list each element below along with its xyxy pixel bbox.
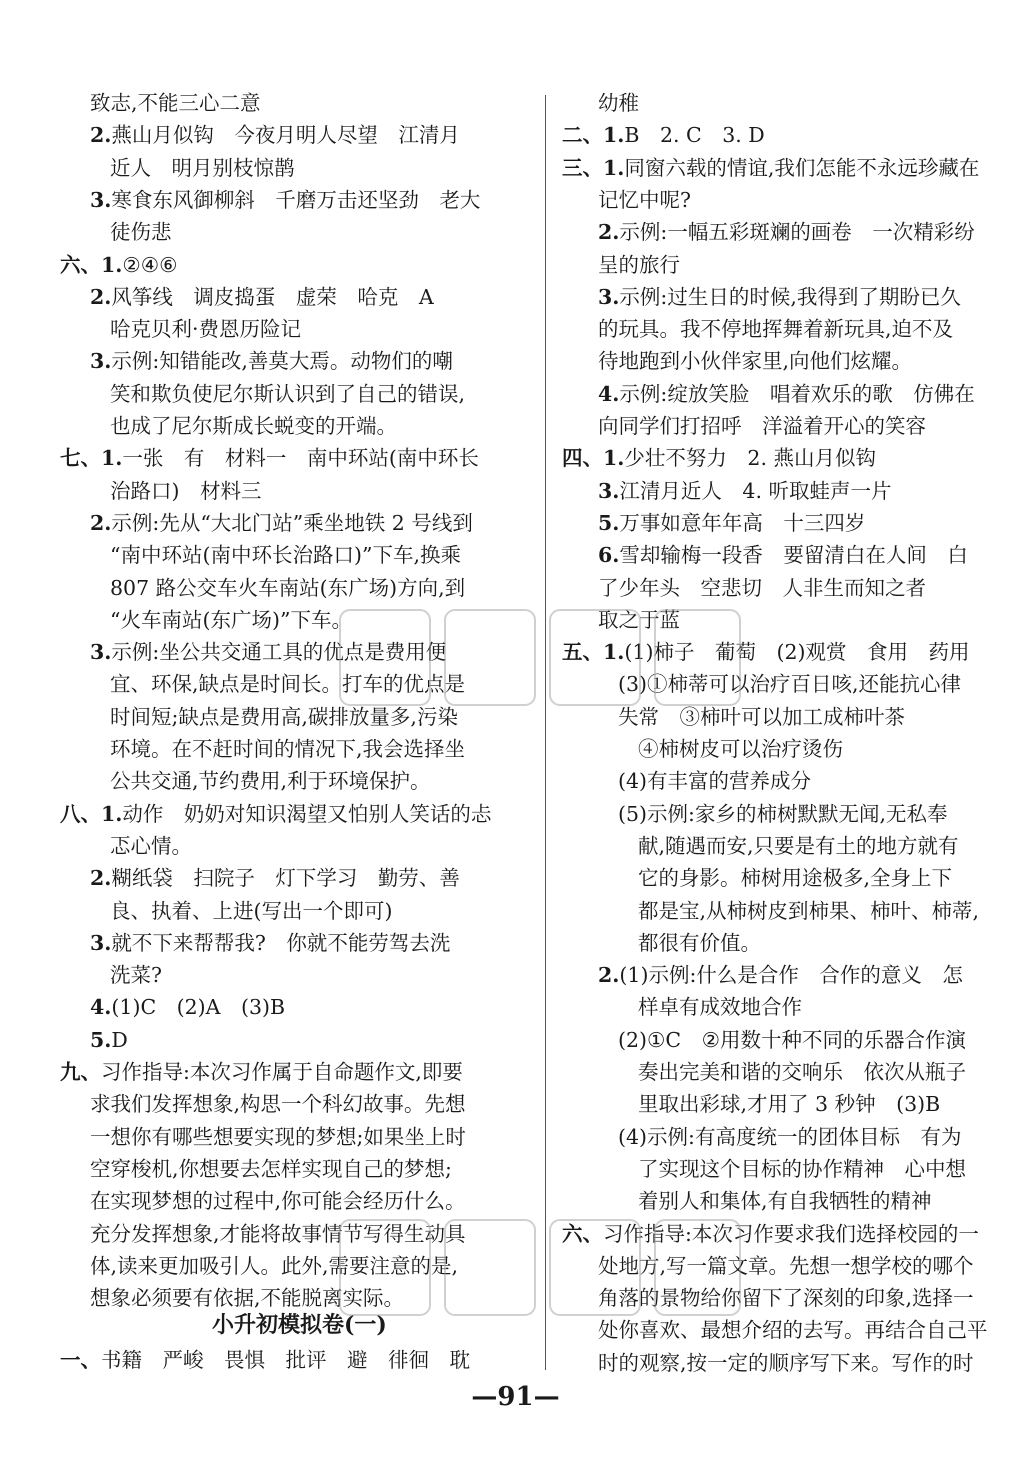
- line-text: 空穿梭机,你想要去怎样实现自己的梦想;: [90, 1156, 452, 1181]
- left-line: [110, 734, 465, 764]
- left-line: [110, 411, 397, 441]
- line-text: 角落的景物给你留下了深刻的印象,选择一: [598, 1286, 974, 1311]
- line-text: 在实现梦想的过程中,你可能会经历什么。: [90, 1189, 466, 1214]
- line-text: ②④⑥: [122, 252, 178, 277]
- right-line: [638, 1057, 966, 1087]
- item-number: 6.: [598, 543, 620, 568]
- line-text: 示例:先从“大北门站”乘坐地铁 2 号线到: [111, 510, 473, 535]
- line-text: (5)示例:家乡的柿树默默无闻,无私奉: [618, 801, 948, 826]
- line-text: 哈克贝利·费恩历险记: [110, 317, 302, 342]
- item-number: 一、: [60, 1348, 101, 1372]
- line-text: 治路口) 材料三: [110, 478, 262, 503]
- item-number: 2.: [90, 866, 112, 891]
- line-text: 燕山月似钩 今夜月明人尽望 江清月: [111, 123, 460, 148]
- right-line: [598, 960, 963, 990]
- left-line: [90, 185, 480, 215]
- item-number: 2.: [598, 963, 620, 988]
- line-text: 近人 明月别枝惊鹊: [110, 155, 295, 180]
- right-line: [562, 120, 765, 150]
- right-line: [598, 88, 639, 118]
- item-number: 3.: [598, 478, 620, 503]
- left-line: [90, 1154, 452, 1184]
- line-text: 处你喜欢、最想介绍的去写。再结合自己平: [598, 1318, 988, 1343]
- left-line: [110, 314, 301, 344]
- line-text: 动作 奶奶对知识渴望又怕别人笑话的忐: [122, 801, 492, 826]
- right-line: [562, 153, 979, 183]
- line-text: 充分发挥想象,才能将故事情节写得生动具: [90, 1221, 466, 1246]
- left-line: [60, 1345, 470, 1375]
- line-text: 想象必须要有依据,不能脱离实际。: [90, 1286, 405, 1311]
- line-text: 万事如意年年高 十三四岁: [619, 510, 866, 535]
- left-line: [110, 217, 172, 247]
- right-line: [598, 476, 891, 506]
- left-line: [110, 896, 393, 926]
- line-text: 同窗六载的情谊,我们怎能不永远珍藏在: [624, 155, 980, 180]
- item-number: 三、1.: [562, 155, 625, 180]
- line-text: 宜、环保,缺点是时间长。打车的优点是: [110, 672, 466, 697]
- left-line: [110, 476, 262, 506]
- item-number: 2.: [90, 510, 112, 535]
- line-text: ④柿树皮可以治疗烫伤: [638, 737, 843, 761]
- left-line: [90, 1186, 466, 1216]
- line-text: 习作指导:本次习作属于自命题作文,即要: [101, 1060, 463, 1084]
- item-number: 七、1.: [60, 446, 123, 471]
- item-number: 4.: [598, 381, 620, 406]
- line-text: 洗菜?: [110, 963, 162, 988]
- left-line: [110, 669, 465, 699]
- right-line: [638, 734, 843, 764]
- line-text: 一张 有 材料一 南中环站(南中环长: [122, 446, 479, 471]
- line-text: 公共交通,节约费用,利于环境保护。: [110, 769, 431, 794]
- line-text: 良、执着、上进(写出一个即可): [110, 898, 393, 923]
- left-line: [90, 88, 261, 118]
- line-text: (4)示例:有高度统一的团体目标 有为: [618, 1124, 962, 1149]
- right-line: [598, 1348, 974, 1378]
- right-line: [618, 702, 905, 732]
- item-number: 四、1.: [562, 446, 625, 471]
- line-text: (1)C (2)A (3)B: [111, 995, 286, 1020]
- line-text: 糊纸袋 扫院子 灯下学习 勤劳、善: [111, 866, 460, 891]
- right-line: [638, 928, 761, 958]
- divider: [545, 95, 546, 1370]
- right-line: [638, 1186, 932, 1216]
- left-line: [110, 573, 465, 603]
- line-text: 都很有价值。: [638, 930, 761, 955]
- line-text: 示例:坐公共交通工具的优点是费用便: [111, 640, 447, 665]
- left-line: [90, 1283, 404, 1313]
- line-text: 向同学们打招呼 洋溢着开心的笑容: [598, 414, 926, 438]
- line-text: 笑和欺负使尼尔斯认识到了自己的错误,: [110, 381, 466, 406]
- line-text: 体,读来更加吸引人。此外,需要注意的是,: [90, 1253, 459, 1278]
- right-line: [618, 799, 947, 829]
- item-number: 3.: [598, 284, 620, 309]
- line-text: 风筝线 调皮捣蛋 虚荣 哈克 A: [111, 284, 434, 309]
- left-line: [110, 702, 458, 732]
- left-line: [110, 960, 162, 990]
- item-number: 5.: [598, 510, 620, 535]
- right-line: [598, 508, 865, 538]
- right-line: [598, 250, 680, 280]
- line-text: 就不下来帮帮我? 你就不能劳驾去洗: [111, 930, 451, 955]
- left-line: [90, 120, 460, 150]
- right-line: [598, 605, 680, 635]
- line-text: (3)①柿蒂可以治疗百日咳,还能抗心律: [618, 672, 962, 697]
- line-text: 环境。在不赶时间的情况下,我会选择坐: [110, 737, 466, 761]
- line-text: 待地跑到小伙伴家里,向他们炫耀。: [598, 349, 913, 374]
- right-line: [638, 1154, 966, 1184]
- item-number: 3.: [90, 187, 112, 212]
- right-line: [638, 896, 979, 926]
- line-text: 时间短;缺点是费用高,碳排放量多,污染: [110, 704, 458, 729]
- line-text: 都是宝,从柿树皮到柿果、柿叶、柿蒂,: [638, 898, 980, 923]
- left-line: [110, 831, 192, 861]
- left-line: [90, 637, 446, 667]
- item-number: 八、1.: [60, 801, 123, 826]
- left-line: [90, 1089, 466, 1119]
- line-text: 示例:一幅五彩斑斓的画卷 一次精彩纷: [619, 220, 975, 245]
- line-text: D: [111, 1027, 128, 1052]
- left-line: [90, 1251, 458, 1281]
- right-line: [618, 1122, 961, 1152]
- item-number: 二、1.: [562, 123, 625, 148]
- right-line: [618, 766, 811, 796]
- left-line: [90, 1122, 466, 1152]
- line-text: 雪却输梅一段香 要留清白在人间 白: [619, 543, 968, 568]
- line-text: 了少年头 空悲切 人非生而知之者: [598, 575, 926, 600]
- left-line: [60, 799, 491, 829]
- left-line: [110, 379, 465, 409]
- right-line: [618, 669, 961, 699]
- line-text: 奏出完美和谐的交响乐 依次从瓶子: [638, 1060, 966, 1084]
- section-title: 小升初模拟卷(一): [212, 1312, 387, 1338]
- line-text: 里取出彩球,才用了 3 秒钟 (3)B: [638, 1092, 941, 1117]
- line-text: 呈的旅行: [598, 252, 680, 277]
- line-text: (1)示例:什么是合作 合作的意义 怎: [619, 963, 963, 988]
- right-line: [598, 379, 975, 409]
- left-line: [90, 1219, 466, 1249]
- left-line: [60, 443, 479, 473]
- left-line: [110, 766, 431, 796]
- line-text: 习作指导:本次习作要求我们选择校园的一: [603, 1221, 979, 1246]
- item-number: 4.: [90, 995, 112, 1020]
- right-line: [598, 573, 926, 603]
- right-line: [638, 1089, 940, 1119]
- left-line: [90, 863, 460, 893]
- line-text: (1)柿子 葡萄 (2)观赏 食用 药用: [624, 640, 970, 665]
- line-text: 江清月近人 4. 听取蛙声一片: [619, 478, 892, 503]
- line-text: 一想你有哪些想要实现的梦想;如果坐上时: [90, 1124, 466, 1149]
- right-line: [562, 443, 876, 473]
- line-text: 示例:知错能改,善莫大焉。动物们的嘲: [111, 349, 453, 374]
- line-text: “火车南站(东广场)”下车。: [110, 607, 352, 632]
- line-text: 书籍 严峻 畏惧 批评 避 徘徊 耽: [101, 1348, 470, 1372]
- line-text: 记忆中呢?: [598, 187, 691, 212]
- right-line: [598, 1283, 974, 1313]
- line-text: B 2. C 3. D: [624, 123, 765, 148]
- right-line: [598, 282, 961, 312]
- line-text: 忑心情。: [110, 833, 192, 858]
- item-number: 5.: [90, 1027, 112, 1052]
- right-line: [598, 1315, 988, 1345]
- right-line: [638, 831, 959, 861]
- page-number: —91—: [471, 1382, 560, 1412]
- line-text: 失常 ③柿叶可以加工成柿叶茶: [618, 704, 905, 729]
- right-line: [618, 1025, 966, 1055]
- line-text: 幼稚: [598, 91, 639, 115]
- item-number: 2.: [598, 220, 620, 245]
- right-line: [562, 637, 969, 667]
- item-number: 六、: [562, 1221, 603, 1246]
- line-text: 的玩具。我不停地挥舞着新玩具,迫不及: [598, 317, 954, 342]
- left-line: [110, 540, 461, 570]
- left-line: [90, 508, 473, 538]
- right-line: [598, 1251, 974, 1281]
- item-number: 3.: [90, 349, 112, 374]
- line-text: 也成了尼尔斯成长蜕变的开端。: [110, 414, 397, 438]
- left-line: [90, 1025, 128, 1055]
- line-text: 求我们发挥想象,构思一个科幻故事。先想: [90, 1092, 466, 1117]
- left-line: [90, 992, 285, 1022]
- line-text: 着别人和集体,有自我牺牲的精神: [638, 1189, 932, 1214]
- line-text: 少壮不努力 2. 燕山月似钩: [624, 446, 876, 471]
- line-text: 寒食东风御柳斜 千磨万击还坚劲 老大: [111, 187, 481, 212]
- right-line: [638, 992, 802, 1022]
- line-text: 处地方,写一篇文章。先想一想学校的哪个: [598, 1253, 974, 1278]
- line-text: 示例:绽放笑脸 唱着欢乐的歌 仿佛在: [619, 381, 975, 406]
- item-number: 3.: [90, 930, 112, 955]
- line-text: 它的身影。柿树用途极多,全身上下: [638, 866, 953, 891]
- item-number: 五、1.: [562, 640, 625, 665]
- right-line: [598, 314, 953, 344]
- right-line: [598, 540, 968, 570]
- right-line: [638, 863, 952, 893]
- line-text: (4)有丰富的营养成分: [618, 769, 812, 794]
- item-number: 六、1.: [60, 252, 123, 277]
- left-line: [110, 605, 352, 635]
- line-text: 示例:过生日的时候,我得到了期盼已久: [619, 284, 961, 309]
- line-text: 徒伤悲: [110, 220, 172, 245]
- line-text: 了实现这个目标的协作精神 心中想: [638, 1156, 966, 1181]
- left-line: [90, 282, 434, 312]
- right-line: [598, 185, 691, 215]
- left-line: [90, 346, 453, 376]
- item-number: 3.: [90, 640, 112, 665]
- line-text: 时的观察,按一定的顺序写下来。写作的时: [598, 1350, 974, 1375]
- line-text: 致志,不能三心二意: [90, 91, 261, 115]
- right-line: [598, 411, 926, 441]
- item-number: 2.: [90, 123, 112, 148]
- right-line: [562, 1219, 979, 1249]
- left-line: [60, 250, 178, 280]
- line-text: “南中环站(南中环长治路口)”下车,换乘: [110, 543, 461, 568]
- item-number: 九、: [60, 1060, 101, 1084]
- right-line: [598, 346, 912, 376]
- line-text: 807 路公交车火车南站(东广场)方向,到: [110, 575, 466, 600]
- line-text: 献,随遇而安,只要是有土的地方就有: [638, 833, 959, 858]
- left-line: [110, 153, 295, 183]
- left-line: [60, 1057, 463, 1087]
- line-text: 取之于蓝: [598, 607, 680, 632]
- right-line: [598, 217, 975, 247]
- line-text: (2)①C ②用数十种不同的乐器合作演: [618, 1027, 966, 1052]
- left-line: [90, 928, 450, 958]
- item-number: 2.: [90, 284, 112, 309]
- line-text: 样卓有成效地合作: [638, 995, 802, 1020]
